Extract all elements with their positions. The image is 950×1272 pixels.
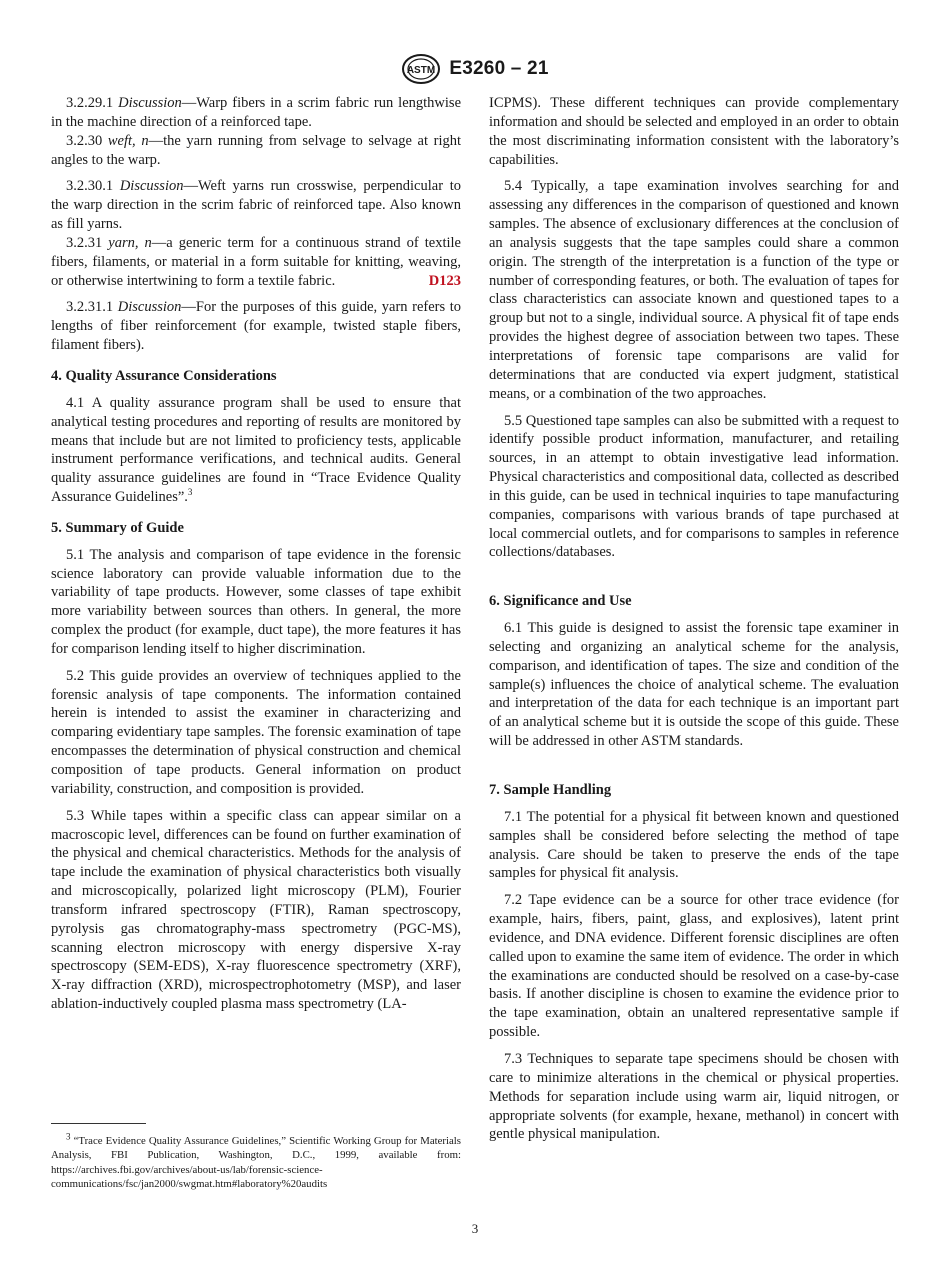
para-continued: ICPMS). These different techniques can provide complementary information and should be selected and employed in an order to obtain the most discriminating information consistent with the laboratory’s capabilities. [489, 95, 899, 168]
term: Discussion [119, 178, 184, 195]
page-header [0, 52, 950, 86]
astm-logo-icon [401, 53, 441, 85]
para-text: —Weft yarns run crosswise, perpendicular to the warp direction in the scrim fabric of reinforced tape. Also known as fill yarns. [51, 178, 462, 233]
para-7-1: 7.1 The potential for a physical fit between known and questioned samples shall be considered before selecting the method of tape analysis. Care should be taken to preserve the ends of the tape samples for physical fit analysis. [489, 808, 899, 882]
para-text: —a generic term for a continuous strand of textile fibers, filaments, or material in a form suitable for knitting, weaving, or otherwise intertwining to form a textile fabric. [51, 234, 461, 289]
para-3-2-31-1 [51, 298, 461, 355]
para-number: 3.2.30 [66, 132, 103, 149]
para-number: 3.2.31 [66, 234, 103, 251]
para-7-2: 7.2 Tape evidence can be a source for other trace evidence (for example, hairs, fibers, paint, glass, and explosives), latent print evidence, and DNA evidence. Different forensic disciplines are often called upon to examine the same item of evidence. The order in which the examinations are conducted should be resolved on a case-by-case basis. If another discipline is chosen to examine the evidence prior to the tape examination, obtain an unaltered representative sample if possible. [489, 892, 899, 1041]
para-3-2-29-1 [51, 94, 461, 132]
right-column [489, 94, 899, 1152]
para-7-3: 7.3 Techniques to separate tape specimens should be chosen with care to minimize alterations in the chemical or physical properties. Methods for separation include using warm air, liquid nitrogen, or appropriate solvents (for example, hexane, methanol) in concert with gentle physical manipulation. [489, 1050, 899, 1143]
para-text: —the yarn running from selvage to selvage at right angles to the warp. [51, 132, 462, 168]
para-number: 3.2.31.1 [66, 299, 114, 316]
para-5-4: 5.4 Typically, a tape examination involves searching for and assessing any differences in the comparison of questioned and known samples. The absence of exclusionary differences at the conclusion of an analysis suggests that the tape samples could share a common origin. The strength of the interpretation is a function of the type or number of corresponding features, or both. The evaluation of tapes for class characteristics can associate known and questioned tapes to a group but not to a single, individual source. A physical fit of tape ends provides the highest degree of association between two tapes. These interpretations of forensic tape comparisons are valid for determinations that are conducted via expert judgment, statistical means, or a combination of the two approaches. [489, 178, 899, 402]
section-heading-7: 7. Sample Handling [489, 782, 612, 798]
term: Discussion [118, 95, 182, 111]
footnote-number: 3 [66, 1131, 71, 1142]
reference-link-d123[interactable]: D123 [428, 272, 461, 289]
para-3-2-30-1 [51, 177, 461, 234]
para-5-1: 5.1 The analysis and comparison of tape evidence in the forensic science laboratory can provide valuable information due to the variability of tape products. However, some classes of tape exhibit more variability between sources than others. In general, the more complex the product (for example, duct tape), the more features it has for comparison lending itself to higher discrimination. [51, 546, 461, 657]
page-number: 3 [471, 1221, 479, 1236]
logo-text: ASTM [407, 65, 436, 76]
para-number: 3.2.30.1 [66, 178, 114, 195]
footnote-marker[interactable]: 3 [187, 487, 193, 498]
footnote-text: “Trace Evidence Quality Assurance Guidelines,” Scientific Working Group for Materials Analysis, FBI Publication, Washington, D.C., 1999, available from: https://archives.fbi.gov/archives/about-us/lab/forensic-science-communications/fsc/jan2000/swgmat.htm#laboratory%20audits [51, 1135, 461, 1191]
section-heading-4: 4. Quality Assurance Considerations [51, 367, 277, 384]
footnote [51, 1131, 461, 1192]
para-text: —For the purposes of this guide, yarn refers to lengths of fiber reinforcement (for example, twisted staple fibers, filament fibers). [51, 299, 462, 354]
para-text: —Warp fibers in a scrim fabric run lengthwise in the machine direction of a reinforced tape. [51, 95, 462, 130]
section-heading-5: 5. Summary of Guide [51, 519, 184, 536]
para-number: 3.2.29.1 [66, 95, 114, 111]
para-5-3: 5.3 While tapes within a specific class can appear similar on a macroscopic level, differences can be found on further examination of the physical and chemical characteristics. Methods for the analysis of tape include the examination of physical characteristics both visually and microscopically, polarized light microscopy (PLM), Fourier transform infrared spectroscopy (FTIR), Raman spectroscopy, pyrolysis gas chromatography-mass spectrometry (PGC-MS), scanning electron microscopy with energy dispersive X-ray spectroscopy (SEM-EDS), X-ray fluorescence spectrometry (XRF), X-ray diffraction (XRD), microspectrophotometry (MSP), and laser ablation-inductively coupled plasma mass spectrometry (LA- [51, 807, 461, 1013]
term: yarn, n [108, 234, 152, 251]
para-5-2: 5.2 This guide provides an overview of techniques applied to the forensic analysis of tape components. The information contained herein is intended to assist the examiner in characterizing and comparing evidentiary tape samples. The forensic examination of tape encompasses the determination of physical construction and chemical composition of tape products. General information on product variability, construction, and composition is provided. [51, 667, 461, 797]
para-5-5: 5.5 Questioned tape samples can also be submitted with a request to identify possible product information, manufacturer, and retailing sources, in an attempt to obtain investigative lead information. Physical characteristics and compositional data, collected as described in this guide, can be used in technical inquiries to tape manufacturing companies, comparisons with various brands of tape purchased at local commercial outlets, and for comparisons to samples in reference collections/databases. [489, 412, 899, 561]
left-column [51, 94, 461, 1022]
para-4-1 [51, 394, 461, 507]
para-3-2-31 [51, 234, 461, 291]
para-text: 4.1 A quality assurance program shall be used to ensure that analytical testing procedures and reporting of results are monitored by means that include but are not limited to proficiency tests, applicable instrument performance verifications, and technical audits. General quality assurance guidelines are found in “Trace Evidence Quality Assurance Guidelines”. [51, 394, 461, 506]
footnote-divider [51, 1123, 146, 1124]
section-heading-6: 6. Significance and Use [489, 593, 632, 610]
document-designation: E3260 – 21 [449, 58, 549, 79]
para-6-1: 6.1 This guide is designed to assist the forensic tape examiner in selecting and organizing an analytical scheme for the analysis, comparison, and identification of tapes. The size and condition of the sample(s) influences the choice of analytical scheme. The evaluation and interpretation of the data for each technique is an important part of an analytical scheme but it is outside the scope of this guide. These will be addressed in other ASTM standards. [489, 620, 899, 750]
term: weft, n [107, 132, 149, 149]
para-3-2-30 [51, 132, 461, 170]
term: Discussion [117, 299, 182, 316]
